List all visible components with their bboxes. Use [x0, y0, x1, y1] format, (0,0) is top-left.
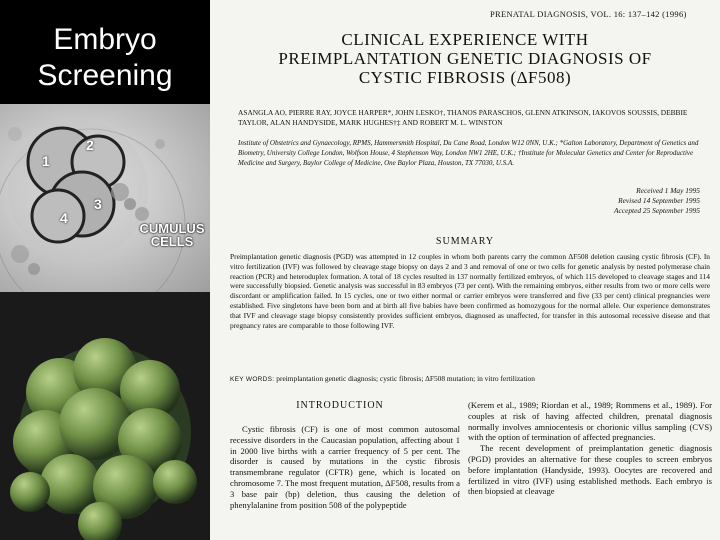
- embryo-micrograph-drawing: [0, 104, 210, 292]
- slide-title: [0, 22, 210, 94]
- cell-number-2: 2: [86, 137, 94, 153]
- keywords-line: [230, 374, 710, 385]
- journal-citation: PRENATAL DIAGNOSIS, VOL. 16: 137–142 (1996): [490, 9, 687, 19]
- slide-title-line-2: Screening: [37, 59, 173, 92]
- cell-number-4: 4: [60, 210, 68, 226]
- cell-number-1: 1: [42, 153, 50, 169]
- paper-title-line-2: PREIMPLANTATION GENETIC DIAGNOSIS OF: [278, 49, 652, 68]
- slide-title-line-1: Embryo: [53, 23, 157, 56]
- cell-number-3: 3: [94, 196, 102, 212]
- introduction-paragraph-3: The recent development of preimplantation genetic diagnosis (PGD) provides an alternative for these couples to screen embryos before implantation (Handyside, 1993). Oocytes are recovered and fertilized in vitro (IVF) using established methods. Each embryo is then biopsied at cleavage: [468, 443, 712, 497]
- paper-page: [210, 0, 720, 540]
- embryo-micrograph: [0, 104, 210, 292]
- summary-heading: SUMMARY: [435, 236, 495, 247]
- introduction-paragraph-2: (Kerem et al., 1989; Riordan et al., 1989; Rommens et al., 1989). For couples at risk of having affected children, prenatal diagnosis normally involves amniocentesis or chorionic villus sampling (CVS) with the option of termination of affected pregnancies.: [468, 400, 712, 443]
- received-date: Received 1 May 1995: [636, 186, 700, 195]
- paper-title: [230, 30, 700, 87]
- author-affiliations: Institute of Obstetrics and Gynaecology, RPMS, Hammersmith Hospital, Du Cane Road, London W12 0NN, U.K.; *Galton Laboratory, Department of Genetics and Biometry, University College London, Wolfson House, 4 Stephenson Way, London NW1 2HE, U.K.; †Institute for Molecular Genetics and Center for Reproductive Medicine and Surgery, Baylor College of Medicine, One Baylor Plaza, Houston, TX 77030, U.S.A.: [238, 139, 699, 167]
- introduction-heading: INTRODUCTION: [296, 400, 384, 411]
- paper-title-line-3: CYSTIC FIBROSIS (ΔF508): [358, 68, 572, 87]
- keywords-label: KEY WORDS:: [230, 376, 275, 383]
- embryo-sem-image: [0, 292, 210, 540]
- introduction-column-right: [468, 400, 712, 497]
- embryo-sem-drawing: [0, 292, 210, 540]
- cumulus-label-line-1: CUMULUS: [139, 221, 205, 236]
- author-list: ASANGLA AO, PIERRE RAY, JOYCE HARPER*, JOHN LESKO†, THANOS PARASCHOS, GLENN ATKINSON, IAKOVOS SOUSSIS, DEBBIE TAYLOR, ALAN HANDYSIDE, MARK HUGHES†‡ AND ROBERT M. L. WINSTON: [238, 108, 688, 127]
- publication-dates: [540, 186, 700, 216]
- cumulus-label-line-2: CELLS: [150, 234, 194, 249]
- introduction-paragraph-1: Cystic fibrosis (CF) is one of most common autosomal recessive disorders in the Caucasian population, affecting about 1 in 2000 live births with a carrier frequency of 5 per cent. The disorder is caused by mutations in the cystic fibrosis transmembrane regulator (CFTR) gene, which is located on chromosome 7. The most frequent mutation, ΔF508, results from a 3 base pair (bp) deletion, thus causing the deletion of phenylalanine from position 508 of the polypeptide: [230, 424, 460, 510]
- revised-date: Revised 14 September 1995: [618, 196, 700, 205]
- title-panel: [0, 0, 210, 104]
- introduction-column-left: [230, 424, 460, 510]
- paper-title-line-1: CLINICAL EXPERIENCE WITH: [341, 30, 589, 49]
- cumulus-cells-label: [136, 222, 208, 248]
- accepted-date: Accepted 25 September 1995: [614, 206, 700, 215]
- summary-text: Preimplantation genetic diagnosis (PGD) was attempted in 12 couples in whom both parents carry the common ΔF508 deletion causing cystic fibrosis (CF). In vitro fertilization (IVF) was followed by cleavage stage biopsy on days 2 and 3 and removal of one or two cells for genetic analysis by nested polymerase chain reaction (PCR) and heteroduplex formation. A total of 18 cycles resulted in 137 normally fertilized embryos, of which 115 developed to cleavage stages and 114 were successfully biopsied. Genetic analysis was successful in 83 embryos (73 per cent). With the remaining embryos, either results from two or more cells were discordant or amplification failed. In 15 cycles, one or two either normal or carrier embryos were transferred and five (33 per cent) clinical pregnancies were established. Five singletons have been born and at birth all five babies have been confirmed as homozygous for the normal allele. Our experience demonstrates that IVF and cleavage stage biopsy consistently provides sufficient embryos, diagnosed as unaffected, for transfer in this autosomal recessive disease and that pregnancy rates are comparable to those following IVF.: [230, 252, 710, 330]
- keywords-text: preimplantation genetic diagnosis; cystic fibrosis; ΔF508 mutation; in vitro fertilization: [276, 374, 535, 383]
